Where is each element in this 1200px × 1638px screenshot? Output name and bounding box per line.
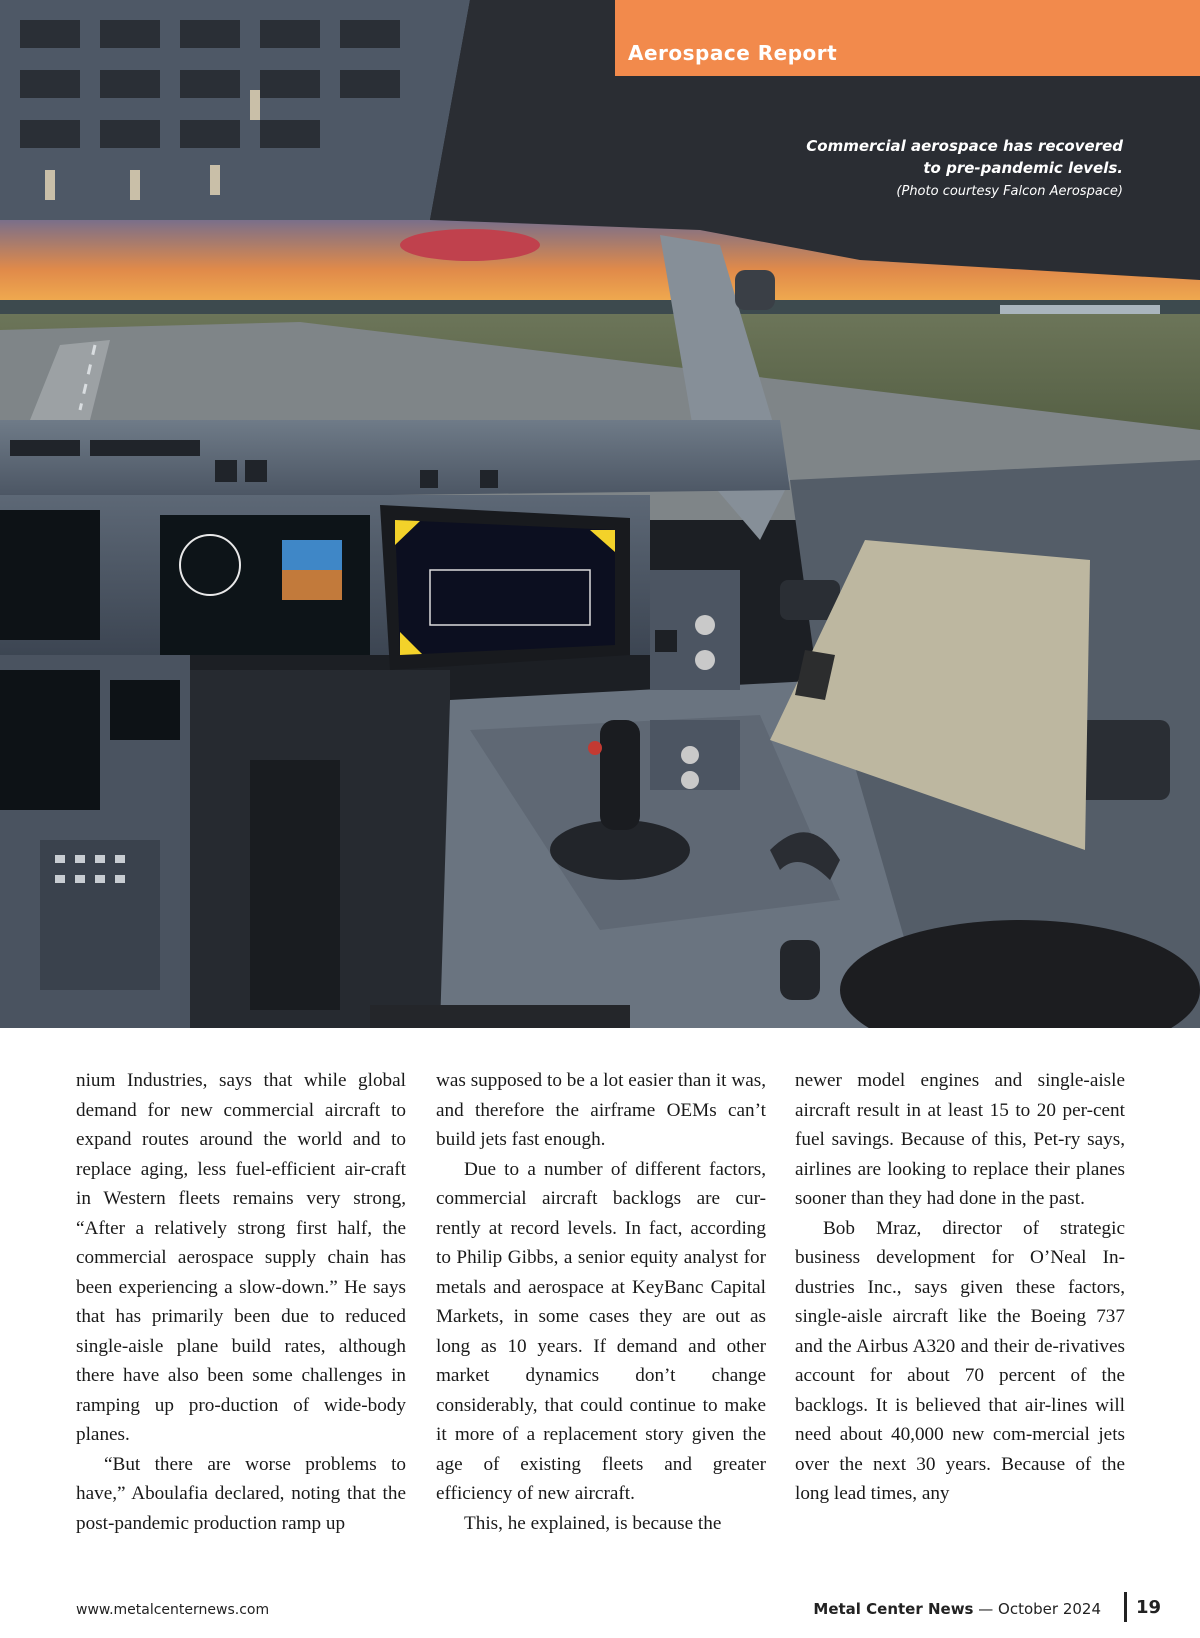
publication-name: Metal Center News	[813, 1600, 974, 1618]
sidestick	[600, 720, 640, 830]
paragraph: Bob Mraz, director of strategic business development for O’Neal In-dustries Inc., says given these factors, single-aisle aircraft like the Boeing 737 and the Airbus A320 and their de-rivatives account for about 70 percent of the backlogs. It is believed that air-lines will need about 40,000 new com-mercial jets over the next 30 years. Because of the long lead times, any	[795, 1217, 1125, 1504]
paragraph: was supposed to be a lot easier than it was, and therefore the airframe OEMs can’t build jets fast enough.	[436, 1070, 766, 1150]
caption-line-1: Commercial aerospace has recovered	[806, 137, 1123, 155]
paragraph: Due to a number of different factors, commercial aircraft backlogs are cur-rently at record levels. In fact, according to Philip Gibbs, a senior equity analyst for metals and aerospace at KeyBanc Capital Markets, in some cases they are out as long as 10 years. If demand and other market dynamics don’t change considerably, that could continue to make it more of a replacement story given the age of existing fleets and greater efficiency of new aircraft.	[436, 1158, 766, 1504]
page-number: 19	[1136, 1597, 1162, 1618]
paragraph: “But there are worse problems to have,” Aboulafia declared, noting that the post-pandemic production ramp up	[76, 1453, 406, 1534]
section-tab	[615, 0, 1200, 76]
glareshield	[0, 420, 790, 500]
photo-credit: (Photo courtesy Falcon Aerospace)	[896, 184, 1123, 199]
footer-divider	[1124, 1592, 1127, 1622]
photo-caption	[703, 135, 1123, 201]
paragraph: newer model engines and single-aisle aircraft result in at least 15 to 20 per-cent fuel savings. Because of this, Pet-ry says, airlines are looking to replace their planes sooner than they had done in the past.	[795, 1070, 1125, 1209]
article-column-2	[436, 1066, 766, 1538]
footer-website[interactable]: www.metalcenternews.com	[76, 1602, 270, 1618]
article-column-1	[76, 1066, 406, 1538]
center-display	[395, 520, 615, 655]
sun-visor-red	[400, 229, 540, 261]
display-left	[0, 510, 100, 640]
footer-publication	[813, 1600, 1101, 1618]
issue-date: — October 2024	[973, 1600, 1101, 1618]
paragraph: nium Industries, says that while global demand for new commercial aircraft to expand routes around the world and to replace aging, less fuel-efficient air-craft in Western fleets remains very strong, “After a relatively strong first half, the commercial aerospace supply chain has been experiencing a slow-down.” He says that has primarily been due to reduced single-aisle plane build rates, although there have also been some challenges in ramping up pro-duction of wide-body planes.	[76, 1070, 406, 1445]
article-column-3	[795, 1066, 1125, 1509]
caption-line-2: to pre-pandemic levels.	[923, 159, 1123, 177]
paragraph: This, he explained, is because the	[464, 1512, 722, 1534]
section-tab-label: Aerospace Report	[628, 41, 838, 65]
lower-display-left	[0, 670, 100, 810]
